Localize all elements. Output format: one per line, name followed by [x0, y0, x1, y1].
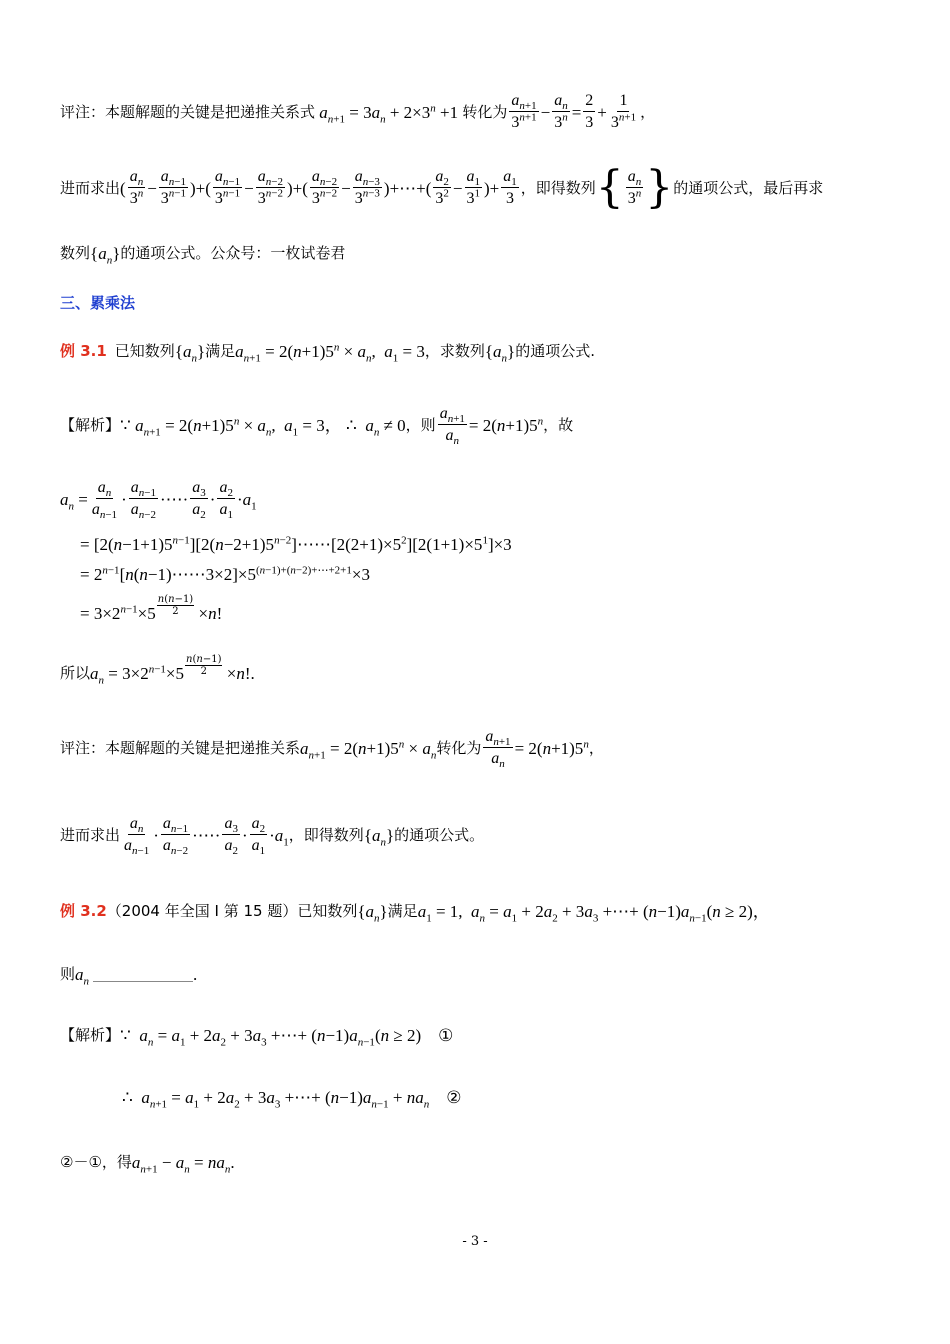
then-find-text: 进而求出 — [60, 825, 121, 844]
product-step-1: $a_n$ = $\frac{a_n}{a_{n-1}}$ · $\frac{a_{n-1}}{a_{n-2}}$ ·⋯· $\frac{a_3}{a_2}$ · $\frac{a_2}{a_1}$ $\cdot a_1$ — [60, 479, 257, 522]
analysis-3-2-line-3: ②－①，得 $a_{n+1} - a_n = na_n$. — [60, 1152, 235, 1175]
fraction: $\frac{a_{n-2}}{3^{n-2}}$ — [257, 168, 283, 207]
comment-2: 评注：本题解题的关键是把递推关系 $a_{n+1} = 2(n+1)5^n \times a_n$ 转化为 $\frac{a_{n+1}}{a_n}$ = $2(n+1)5^n$ ， — [60, 728, 604, 771]
fraction: $\frac{a_{n-1}}{a_{n-2}}$ — [130, 479, 156, 522]
example-text: 满足 — [205, 341, 236, 360]
fraction: $\frac{a_{n+1}}{a_n}$ — [485, 728, 511, 771]
fraction: $\frac{a_1}{3}$ — [503, 168, 517, 207]
comment-1-text: 评注：本题解题的关键是把递推关系式 — [60, 102, 316, 121]
analysis-label: 【解析】 — [60, 1025, 121, 1044]
then-text: ，则 — [405, 415, 436, 434]
section-3-title: 三、累乘法 — [60, 293, 136, 312]
analysis-label: 【解析】 — [60, 415, 121, 434]
example-3-2: 例 3.2 （2004 年全国 I 第 15 题）已知数列 $\{a_n\}$ 满足 $a_1 = 1$, $a_n = a_1 + 2a_2 + 3a_3$ +⋯+ $(n-1)a_{n-1}(n \ge 2)$， — [60, 901, 770, 924]
answer-blank — [93, 967, 193, 982]
example-3-1-label: 例 3.1 — [60, 341, 107, 360]
product-step-3: = $2^{n-1}[n(n-1)\cdots\cdots 3\times 2]\times 5^{(n-1)+(n-2)+\cdots+2+1}\times 3$ — [80, 563, 370, 584]
conclusion-3-1: 所以 $a_n = 3\times 2^{n-1}\times 5$ $\frac{n(n-1)}{2}$ ×n!. — [60, 653, 255, 686]
because-symbol: ∵ — [120, 415, 131, 435]
analysis-3-2-line-1: 【解析】 ∵ $a_n = a_1 + 2a_2 + 3a_3$ +⋯+ $(n-1)a_{n-1}(n \ge 2)$ ① — [60, 1025, 454, 1048]
analysis-3-1: 【解析】 ∵ $a_{n+1} = 2(n+1)5^n \times a_n$, $a_1 = 3$， ∴ $a_n \ne 0$ ，则 $\frac{a_{n+1}}{a_n}$ = $2(n+1)5^n$ ，故 — [60, 405, 574, 448]
fraction: $\frac{a_{n+1}}{a_n}$ — [439, 405, 465, 448]
general-term-text: 的通项公式。 — [394, 825, 485, 844]
fraction: $\frac{a_{n-1}}{a_{n-2}}$ — [162, 815, 189, 858]
comment-1: 评注：本题解题的关键是把递推关系式 $a_{n+1} = 3a_n + 2\times 3^n +1$ 转化为 $\frac{a_{n+1}}{3^{n+1}}$ − $\frac{a_n}{3^n}$ = $\frac{2}{3}$ + $\frac{1}{3^{n+1}}$ ， — [60, 92, 656, 131]
section-heading — [60, 291, 910, 315]
example-text: 满足 — [387, 901, 418, 920]
fraction: $\frac{a_n}{3^n}$ — [554, 92, 568, 131]
so-text: ，故 — [543, 415, 574, 434]
page-number: - 3 - — [462, 1234, 488, 1249]
fraction: $\frac{a_n}{a_{n-1}}$ — [91, 479, 118, 522]
fraction: $\frac{a_{n-1}}{3^{n-1}}$ — [160, 168, 186, 207]
equation-marker-2: ② — [446, 1087, 462, 1107]
fraction: $\frac{a_2}{a_1}$ — [251, 815, 266, 858]
therefore-symbol: ∴ — [346, 415, 357, 435]
fraction: $\frac{a_n}{3^n}$ — [627, 168, 642, 207]
fraction: $\frac{1}{3^{n+1}}$ — [610, 92, 637, 131]
comment-2-text: 评注：本题解题的关键是把递推关系 — [60, 738, 301, 757]
recurrence-formula: $a_{n+1} = 3a_n + 2\times 3^n +1$ — [319, 101, 463, 125]
public-account-text: 的通项公式。公众号：一枚试卷君 — [120, 243, 346, 262]
fraction: $\frac{a_3}{a_2}$ — [192, 479, 206, 522]
seq-word: 数列 — [60, 243, 91, 262]
example-3-1: 例 3.1 已知数列 $\{a_n\}$ 满足 $a_{n+1} = 2(n+1)5^n \times a_n$, $a_1 = 3$ ，求数列 $\{a_n\}$ 的通项公式. — [60, 340, 595, 364]
example-text: 已知数列 — [114, 341, 175, 360]
fraction: $\frac{a_2}{a_1}$ — [219, 479, 233, 522]
product-step-2: = $[2(n-1+1)5^{n-1}][2(n-2+1)5^{n-2}]\cdots\cdots[2(2+1)\times 5^2][2(1+1)\times 5^1]\times 3$ — [80, 533, 512, 554]
comment-1-end: 数列 $\{a_n\}$ 的通项公式。公众号：一枚试卷君 — [60, 243, 346, 266]
because-symbol: ∵ — [120, 1025, 131, 1045]
example-3-2-question: 则 $a_n$ . — [60, 964, 198, 987]
product-step-4: = $3\times 2^{n-1}\times 5$ $\frac{n(n-1)}{2}$ ×n! — [80, 593, 223, 623]
fraction: $\frac{a_3}{a_2}$ — [224, 815, 238, 858]
fraction: $\frac{a_2}{3^2}$ — [435, 168, 449, 207]
example-3-2-label: 例 3.2 — [60, 901, 107, 920]
fraction: $\frac{a_{n-1}}{3^{n-1}}$ — [214, 168, 241, 207]
get-seq-text: ，即得数列 — [520, 178, 596, 197]
ze-text: 则 — [60, 964, 76, 983]
so-that-text: 所以 — [60, 663, 91, 682]
convert-to-text: 转化为 — [462, 102, 508, 121]
fraction: $\frac{a_n}{3^n}$ — [129, 168, 144, 207]
example-text: 的通项公式. — [515, 341, 595, 360]
equation-marker-1: ① — [438, 1025, 454, 1045]
general-last-text: 的通项公式，最后再求 — [673, 178, 824, 197]
therefore-symbol: ∴ — [122, 1087, 133, 1107]
then-find-text: 进而求出 — [60, 178, 121, 197]
fraction: $\frac{a_{n-3}}{3^{n-3}}$ — [354, 168, 380, 207]
fraction: $\frac{a_{n+1}}{3^{n+1}}$ — [511, 92, 537, 131]
fraction: $\frac{a_{n-2}}{3^{n-2}}$ — [311, 168, 338, 207]
fraction: $\frac{2}{3}$ — [585, 92, 594, 131]
convert-to-text: 转化为 — [436, 738, 482, 757]
comment-1-continued: 进而求出 ( $\frac{a_n}{3^n}$ − $\frac{a_{n-1}}{3^{n-1}}$ )+( $\frac{a_{n-1}}{3^{n-1}}$ − $\frac{a_{n-2}}{3^{n-2}}$ )+( $\frac{a_{n-2}}{3^{n-2}}$ − $\frac{a_{n-3}}{3^{n-3}}$ )+⋯+( $\frac{a_2}{3^2}$ − $\frac{a_1}{3^1}$ )+ $\frac{a_1}{3}$ ，即得数列 { $\frac{a_n}{3^n}$ } 的通项公式，最后再求 — [60, 162, 824, 213]
comment-2-continued: 进而求出 $\frac{a_n}{a_{n-1}}$ · $\frac{a_{n-1}}{a_{n-2}}$ ·⋯· $\frac{a_3}{a_2}$ · $\frac{a_2}{a_1}$ $\cdot a_1$ ，即得数列 $\{a_n\}$ 的通项公式。 — [60, 815, 485, 858]
fraction: $\frac{a_1}{3^1}$ — [466, 168, 480, 207]
example-source: （2004 年全国 I 第 15 题）已知数列 — [106, 901, 358, 920]
fraction: $\frac{a_n}{a_{n-1}}$ — [124, 815, 150, 858]
get-seq-text: ，即得数列 — [288, 825, 364, 844]
example-text: ，求数列 — [424, 341, 485, 360]
subtract-text: ②－①，得 — [60, 1152, 132, 1171]
analysis-3-2-line-2: ∴ $a_{n+1} = a_1 + 2a_2 + 3a_3$ +⋯+ $(n-1)a_{n-1} + na_n$ ② — [122, 1087, 462, 1110]
